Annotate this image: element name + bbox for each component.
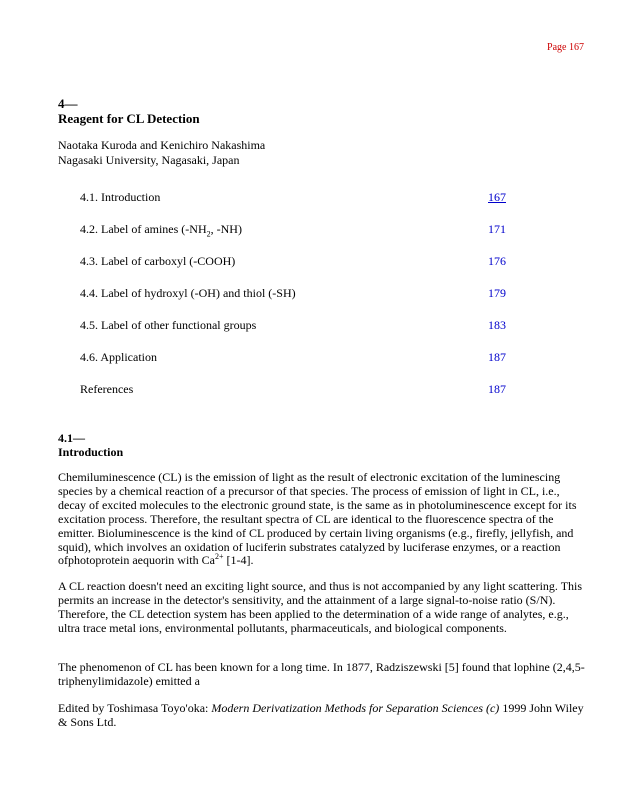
chapter-title: Reagent for CL Detection: [58, 111, 200, 126]
toc-label: 4.2. Label of amines ($-NH_2$, -NH): [80, 222, 242, 239]
paragraph-1: Chemiluminescence (CL) is the emission of light as the result of electronic excitation of the luminescing species by a chemical reaction of a precursor of that species. The process of emission of light in CL, i.e., decay of excited molecules to the electronic ground state, is the same as in photoluminescence except for its excitation process. Therefore, the resultant spectra of CL are identical to the fluorescence spectra of the emitter. Bioluminescence is the kind of CL produced by certain living organisms (e.g., firefly, jellyfish, and squid), which involves an oxidation of luciferin substrates catalyzed by luciferase enzymes, or a reaction ofphotoprotein aequorin with $Ca^{2+}$ [1-4].: [58, 470, 577, 568]
toc-page-link[interactable]: 171: [488, 222, 506, 236]
toc-row: [80, 318, 512, 350]
toc-label: References: [80, 382, 134, 396]
toc-label: 4.6. Application: [80, 350, 157, 364]
chapter-number: 4—: [58, 96, 78, 111]
section-title: Introduction: [58, 445, 124, 459]
toc-row: [80, 286, 512, 318]
toc-label: 4.5. Label of other functional groups: [80, 318, 257, 332]
toc-page-link[interactable]: 176: [488, 254, 506, 268]
toc-page-link[interactable]: 183: [488, 318, 506, 332]
authors: Naotaka Kuroda and Kenichiro Nakashima: [58, 138, 266, 152]
affiliation: Nagasaki University, Nagasaki, Japan: [58, 153, 240, 167]
footer-credit: Edited by Toshimasa Toyo'oka: Modern Derivatization Methods for Separation Sciences (c) 1999 John Wiley & Sons Ltd.: [58, 701, 584, 729]
author-block: [58, 138, 265, 168]
toc-label: 4.1. Introduction: [80, 190, 161, 204]
toc-page-link[interactable]: 187: [488, 382, 506, 396]
section-number: 4.1—: [58, 431, 85, 445]
toc-label: 4.3. Label of carboxyl (-COOH): [80, 254, 236, 268]
page-number-label: Page 167: [547, 42, 584, 53]
toc-page-link[interactable]: 167: [488, 190, 506, 204]
toc-page-link[interactable]: 187: [488, 350, 506, 364]
toc-row: [80, 350, 512, 382]
toc-row: [80, 222, 512, 254]
toc-row: [80, 190, 512, 222]
table-of-contents: [80, 190, 512, 414]
book-title: Modern Derivatization Methods for Separation Sciences (c): [211, 701, 500, 715]
toc-row: [80, 254, 512, 286]
toc-row: [80, 382, 512, 414]
paragraph-2: A CL reaction doesn't need an exciting light source, and thus is not accompanied by any light scattering. This permits an increase in the detector's sensitivity, and the attainment of a large signal-to-noise ratio (S/N). Therefore, the CL detection system has been applied to the determination of a wide range of analytes, e.g., ultra trace metal ions, environmental pollutants, pharmaceuticals, and biological components.: [58, 579, 583, 635]
toc-page-link[interactable]: 179: [488, 286, 506, 300]
toc-label: 4.4. Label of hydroxyl (-OH) and thiol (-SH): [80, 286, 296, 300]
paragraph-3: The phenomenon of CL has been known for a long time. In 1877, Radziszewski [5] found that lophine (2,4,5-triphenylimidazole) emitted a: [58, 660, 585, 688]
